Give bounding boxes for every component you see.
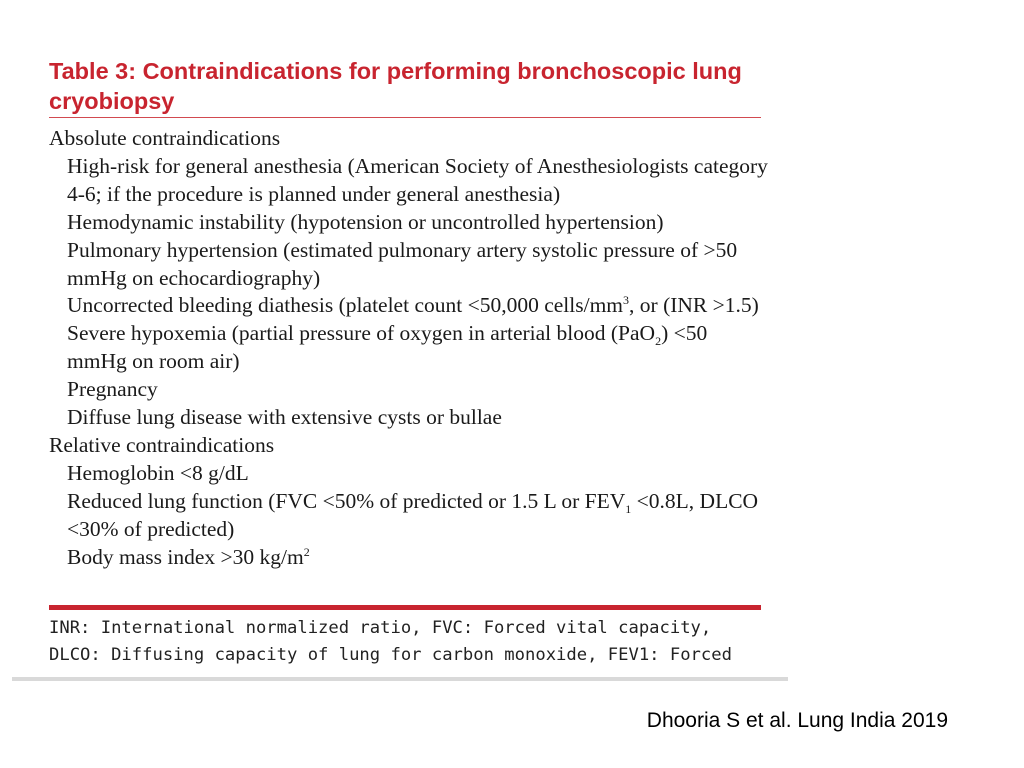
list-item — [49, 544, 769, 572]
footnote-line: DLCO: Diffusing capacity of lung for carbon monoxide, FEV1: Forced — [49, 645, 732, 665]
list-item: Pregnancy — [67, 377, 158, 402]
list-item: High-risk for general anesthesia (American Society of Anesthesiologists category 4-6; if the procedure is planned under general anesthesia) — [67, 153, 768, 206]
footnote-line: INR: International normalized ratio, FVC: Forced vital capacity, — [49, 618, 712, 638]
list-item: Hemodynamic instability (hypotension or uncontrolled hypertension) — [67, 209, 664, 234]
table-title: Table 3: Contraindications for performing bronchoscopic lung cryobiopsy — [49, 58, 742, 114]
list-item — [49, 320, 769, 376]
list-item — [49, 292, 769, 320]
item-text: ) <50 mmHg on room air) — [67, 321, 708, 374]
list-item: Diffuse lung disease with extensive cysts or bullae — [67, 405, 502, 430]
absolute-heading: Absolute contraindications — [49, 126, 281, 150]
superscript: 3 — [623, 293, 630, 308]
item-text: <0.8L, DLCO <30% of predicted) — [67, 488, 759, 541]
list-item: Hemoglobin <8 g/dL — [67, 460, 249, 485]
subscript: 2 — [655, 334, 662, 349]
list-item — [49, 488, 769, 544]
citation: Dhooria S et al. Lung India 2019 — [646, 709, 948, 732]
relative-heading: Relative contraindications — [49, 432, 275, 457]
list-item: Pulmonary hypertension (estimated pulmonary artery systolic pressure of >50 mmHg on echocardiography) — [67, 237, 738, 290]
contraindications-list — [49, 125, 769, 572]
item-text: Body mass index >30 kg/m — [67, 544, 304, 569]
item-text: Uncorrected bleeding diathesis (platelet count <50,000 cells/mm — [67, 293, 624, 318]
subscript: 1 — [625, 501, 632, 516]
image-bottom-border — [12, 677, 788, 681]
item-text: Reduced lung function (FVC <50% of predicted or 1.5 L or FEV — [67, 488, 626, 513]
superscript: 2 — [303, 544, 310, 559]
title-divider — [49, 117, 761, 118]
item-text: Severe hypoxemia (partial pressure of oxygen in arterial blood (PaO — [67, 321, 656, 346]
table-footnote — [49, 615, 769, 669]
item-text: , or (INR >1.5) — [629, 293, 759, 318]
table-bottom-rule — [49, 605, 761, 610]
